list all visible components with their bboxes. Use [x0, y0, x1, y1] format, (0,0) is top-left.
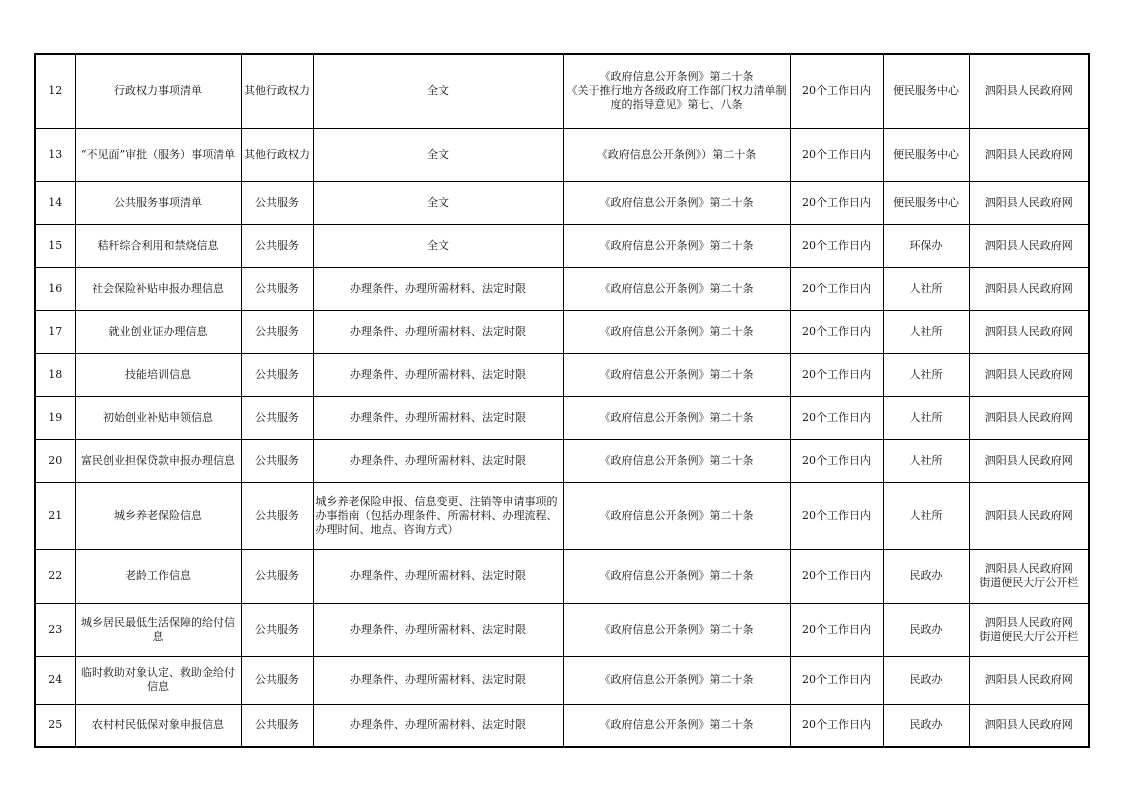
time-limit-cell: 20个工作日内	[790, 482, 883, 549]
item-name-cell: 技能培训信息	[75, 353, 241, 396]
content-cell: 全文	[313, 54, 563, 128]
category-cell: 其他行政权力	[241, 128, 313, 181]
time-limit-cell: 20个工作日内	[790, 310, 883, 353]
content-cell: 办理条件、办理所需材料、法定时限	[313, 353, 563, 396]
channel-cell: 泗阳县人民政府网	[969, 656, 1089, 704]
department-cell: 便民服务中心	[883, 128, 969, 181]
content-cell: 办理条件、办理所需材料、法定时限	[313, 267, 563, 310]
legal-basis-cell: 《政府信息公开条例》第二十条	[563, 181, 790, 224]
department-cell: 民政办	[883, 603, 969, 656]
content-cell: 全文	[313, 128, 563, 181]
item-name-cell: 城乡养老保险信息	[75, 482, 241, 549]
category-cell: 公共服务	[241, 704, 313, 747]
category-cell: 公共服务	[241, 267, 313, 310]
legal-basis-cell: 《政府信息公开条例》）第二十条	[563, 128, 790, 181]
time-limit-cell: 20个工作日内	[790, 396, 883, 439]
channel-cell: 泗阳县人民政府网	[969, 181, 1089, 224]
channel-cell: 泗阳县人民政府网	[969, 396, 1089, 439]
department-cell: 民政办	[883, 704, 969, 747]
legal-basis-cell: 《政府信息公开条例》第二十条	[563, 224, 790, 267]
content-cell: 全文	[313, 181, 563, 224]
content-cell: 办理条件、办理所需材料、法定时限	[313, 603, 563, 656]
content-cell: 全文	[313, 224, 563, 267]
content-cell: 办理条件、办理所需材料、法定时限	[313, 310, 563, 353]
category-cell: 其他行政权力	[241, 54, 313, 128]
legal-basis-cell: 《政府信息公开条例》第二十条 《关于推行地方各级政府工作部门权力清单制度的指导意见》第七、八条	[563, 54, 790, 128]
content-cell: 城乡养老保险申报、信息变更、注销等申请事项的办事指南（包括办理条件、所需材料、办理流程、办理时间、地点、咨询方式）	[313, 482, 563, 549]
table-row	[35, 224, 1089, 267]
legal-basis-cell: 《政府信息公开条例》第二十条	[563, 656, 790, 704]
item-name-cell: 临时救助对象认定、救助金给付信息	[75, 656, 241, 704]
table-body	[35, 54, 1089, 747]
row-number-cell: 12	[35, 54, 75, 128]
table-row	[35, 704, 1089, 747]
legal-basis-cell: 《政府信息公开条例》第二十条	[563, 482, 790, 549]
content-cell: 办理条件、办理所需材料、法定时限	[313, 549, 563, 603]
row-number-cell: 22	[35, 549, 75, 603]
time-limit-cell: 20个工作日内	[790, 353, 883, 396]
channel-cell: 泗阳县人民政府网	[969, 224, 1089, 267]
channel-cell: 泗阳县人民政府网	[969, 128, 1089, 181]
content-cell: 办理条件、办理所需材料、法定时限	[313, 439, 563, 482]
table-row	[35, 439, 1089, 482]
item-name-cell: 初始创业补贴申领信息	[75, 396, 241, 439]
channel-cell: 泗阳县人民政府网	[969, 267, 1089, 310]
time-limit-cell: 20个工作日内	[790, 704, 883, 747]
content-cell: 办理条件、办理所需材料、法定时限	[313, 704, 563, 747]
table-row	[35, 482, 1089, 549]
category-cell: 公共服务	[241, 353, 313, 396]
department-cell: 便民服务中心	[883, 181, 969, 224]
row-number-cell: 25	[35, 704, 75, 747]
channel-cell: 泗阳县人民政府网 街道便民大厅公开栏	[969, 549, 1089, 603]
category-cell: 公共服务	[241, 482, 313, 549]
legal-basis-cell: 《政府信息公开条例》第二十条	[563, 704, 790, 747]
category-cell: 公共服务	[241, 396, 313, 439]
time-limit-cell: 20个工作日内	[790, 549, 883, 603]
row-number-cell: 19	[35, 396, 75, 439]
row-number-cell: 17	[35, 310, 75, 353]
department-cell: 人社所	[883, 353, 969, 396]
time-limit-cell: 20个工作日内	[790, 267, 883, 310]
channel-cell: 泗阳县人民政府网	[969, 353, 1089, 396]
channel-cell: 泗阳县人民政府网	[969, 482, 1089, 549]
channel-cell: 泗阳县人民政府网	[969, 439, 1089, 482]
time-limit-cell: 20个工作日内	[790, 128, 883, 181]
table-row	[35, 128, 1089, 181]
time-limit-cell: 20个工作日内	[790, 439, 883, 482]
item-name-cell: 老龄工作信息	[75, 549, 241, 603]
category-cell: 公共服务	[241, 603, 313, 656]
content-cell: 办理条件、办理所需材料、法定时限	[313, 656, 563, 704]
category-cell: 公共服务	[241, 181, 313, 224]
row-number-cell: 13	[35, 128, 75, 181]
table-row	[35, 54, 1089, 128]
item-name-cell: 公共服务事项清单	[75, 181, 241, 224]
item-name-cell: 城乡居民最低生活保障的给付信息	[75, 603, 241, 656]
table-row	[35, 310, 1089, 353]
category-cell: 公共服务	[241, 439, 313, 482]
category-cell: 公共服务	[241, 310, 313, 353]
row-number-cell: 24	[35, 656, 75, 704]
channel-cell: 泗阳县人民政府网	[969, 310, 1089, 353]
item-name-cell: “不见面”审批（服务）事项清单	[75, 128, 241, 181]
item-name-cell: 农村村民低保对象申报信息	[75, 704, 241, 747]
row-number-cell: 15	[35, 224, 75, 267]
department-cell: 民政办	[883, 656, 969, 704]
table-row	[35, 353, 1089, 396]
row-number-cell: 14	[35, 181, 75, 224]
table-row	[35, 396, 1089, 439]
row-number-cell: 20	[35, 439, 75, 482]
department-cell: 便民服务中心	[883, 54, 969, 128]
legal-basis-cell: 《政府信息公开条例》第二十条	[563, 549, 790, 603]
item-name-cell: 富民创业担保贷款申报办理信息	[75, 439, 241, 482]
item-name-cell: 行政权力事项清单	[75, 54, 241, 128]
category-cell: 公共服务	[241, 656, 313, 704]
time-limit-cell: 20个工作日内	[790, 181, 883, 224]
legal-basis-cell: 《政府信息公开条例》第二十条	[563, 396, 790, 439]
department-cell: 人社所	[883, 310, 969, 353]
legal-basis-cell: 《政府信息公开条例》第二十条	[563, 310, 790, 353]
table-row	[35, 656, 1089, 704]
table-row	[35, 603, 1089, 656]
department-cell: 环保办	[883, 224, 969, 267]
legal-basis-cell: 《政府信息公开条例》第二十条	[563, 353, 790, 396]
department-cell: 民政办	[883, 549, 969, 603]
table-row	[35, 549, 1089, 603]
category-cell: 公共服务	[241, 549, 313, 603]
channel-cell: 泗阳县人民政府网 街道便民大厅公开栏	[969, 603, 1089, 656]
row-number-cell: 16	[35, 267, 75, 310]
content-cell: 办理条件、办理所需材料、法定时限	[313, 396, 563, 439]
department-cell: 人社所	[883, 396, 969, 439]
legal-basis-cell: 《政府信息公开条例》第二十条	[563, 603, 790, 656]
row-number-cell: 21	[35, 482, 75, 549]
time-limit-cell: 20个工作日内	[790, 54, 883, 128]
item-name-cell: 社会保险补贴申报办理信息	[75, 267, 241, 310]
department-cell: 人社所	[883, 439, 969, 482]
category-cell: 公共服务	[241, 224, 313, 267]
row-number-cell: 23	[35, 603, 75, 656]
time-limit-cell: 20个工作日内	[790, 656, 883, 704]
time-limit-cell: 20个工作日内	[790, 224, 883, 267]
legal-basis-cell: 《政府信息公开条例》第二十条	[563, 439, 790, 482]
item-name-cell: 就业创业证办理信息	[75, 310, 241, 353]
department-cell: 人社所	[883, 267, 969, 310]
channel-cell: 泗阳县人民政府网	[969, 704, 1089, 747]
legal-basis-cell: 《政府信息公开条例》第二十条	[563, 267, 790, 310]
disclosure-table	[34, 53, 1090, 748]
table-row	[35, 181, 1089, 224]
time-limit-cell: 20个工作日内	[790, 603, 883, 656]
item-name-cell: 秸秆综合利用和禁烧信息	[75, 224, 241, 267]
row-number-cell: 18	[35, 353, 75, 396]
department-cell: 人社所	[883, 482, 969, 549]
table-row	[35, 267, 1089, 310]
channel-cell: 泗阳县人民政府网	[969, 54, 1089, 128]
